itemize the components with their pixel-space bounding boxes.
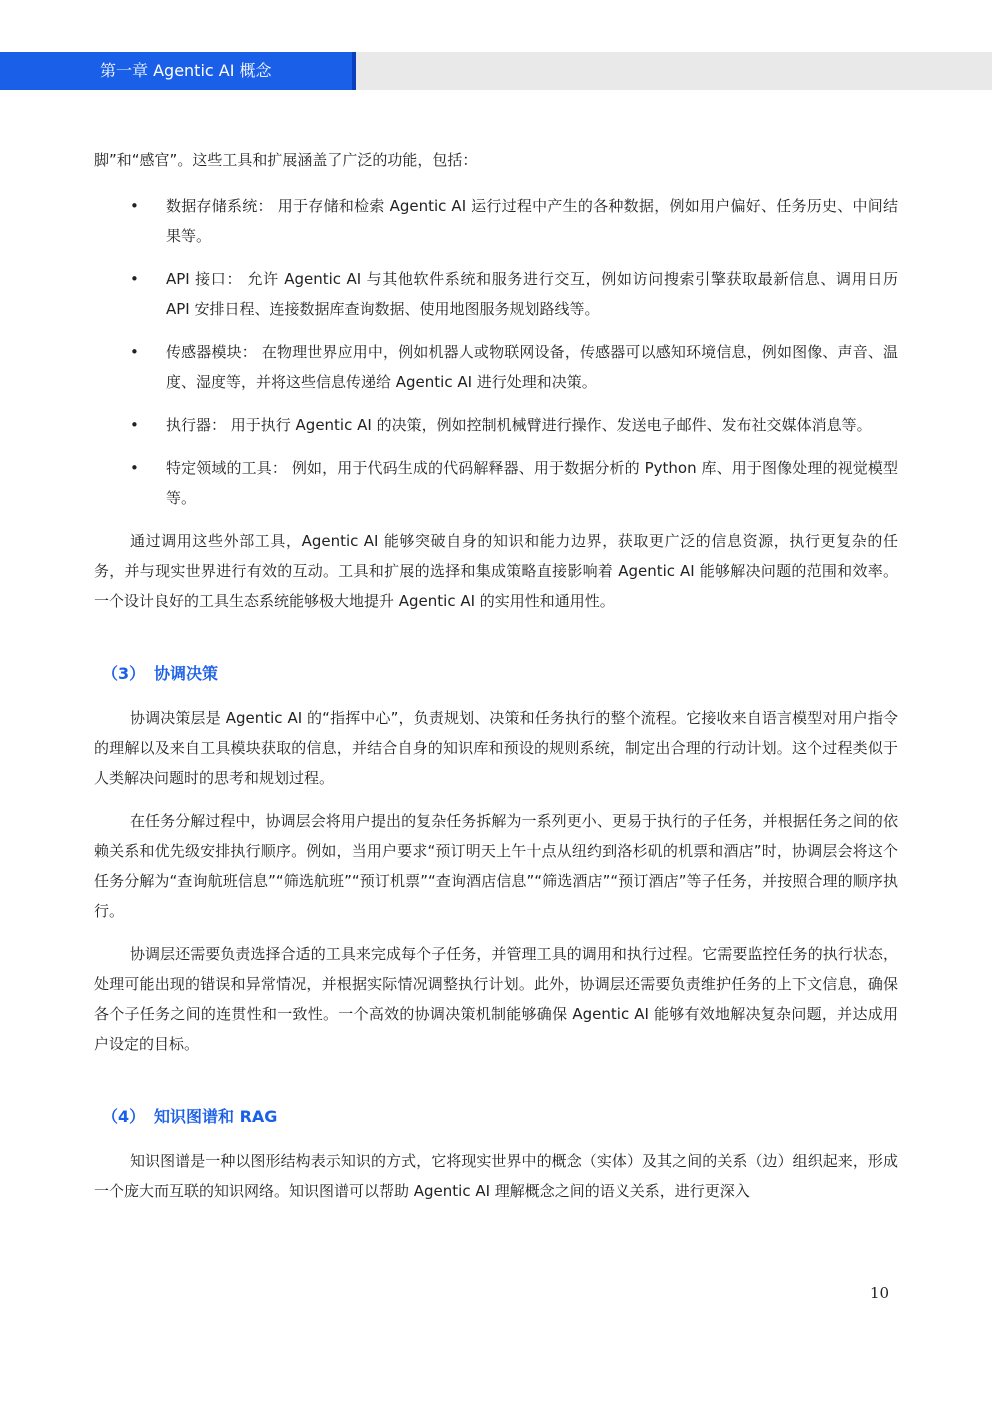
list-item — [94, 453, 898, 513]
bullet-icon: • — [130, 459, 139, 477]
page-header — [0, 52, 992, 90]
body-paragraph: 知识图谱是一种以图形结构表示知识的方式，它将现实世界中的概念（实体）及其之间的关系（边）组织起来，形成一个庞大而互联的知识网络。知识图谱可以帮助 Agentic AI 理解概念之间的语义关系，进行更深入 — [94, 1152, 898, 1200]
list-item-text: 执行器： 用于执行 Agentic AI 的决策，例如控制机械臂进行操作、发送电子邮件、发布社交媒体消息等。 — [166, 416, 872, 434]
chapter-title: 第一章 Agentic AI 概念 — [0, 52, 352, 90]
section-number: （3） — [102, 664, 146, 683]
list-item — [94, 264, 898, 324]
body-paragraph: 协调层还需要负责选择合适的工具来完成每个子任务，并管理工具的调用和执行过程。它需要监控任务的执行状态，处理可能出现的错误和异常情况，并根据实际情况调整执行计划。此外，协调层还需要负责维护任务的上下文信息，确保各个子任务之间的连贯性和一致性。一个高效的协调决策机制能够确保 Agentic AI 能够有效地解决复杂问题，并达成用户设定的目标。 — [94, 945, 898, 1053]
bullet-icon: • — [130, 343, 139, 361]
intro-paragraph: 脚”和“感官”。这些工具和扩展涵盖了广泛的功能，包括： — [94, 151, 478, 169]
list-item — [94, 191, 898, 251]
bullet-icon: • — [130, 416, 139, 434]
bullet-icon: • — [130, 270, 139, 288]
list-item — [94, 410, 898, 440]
page-number: 10 — [870, 1284, 890, 1302]
list-item-text: 数据存储系统： 用于存储和检索 Agentic AI 运行过程中产生的各种数据，例如用户偏好、任务历史、中间结果等。 — [166, 197, 898, 245]
page-body — [94, 145, 898, 1219]
list-item — [94, 337, 898, 397]
list-item-text: 传感器模块： 在物理世界应用中，例如机器人或物联网设备，传感器可以感知环境信息，例如图像、声音、温度、湿度等，并将这些信息传递给 Agentic AI 进行处理和决策。 — [166, 343, 898, 391]
section-heading-4 — [94, 1102, 898, 1132]
bullet-icon: • — [130, 197, 139, 215]
list-item-text: 特定领域的工具： 例如，用于代码生成的代码解释器、用于数据分析的 Python 库、用于图像处理的视觉模型等。 — [166, 459, 898, 507]
body-paragraph: 在任务分解过程中，协调层会将用户提出的复杂任务拆解为一系列更小、更易于执行的子任务，并根据任务之间的依赖关系和优先级安排执行顺序。例如，当用户要求“预订明天上午十点从纽约到洛杉矶的机票和酒店”时，协调层会将这个任务分解为“查询航班信息”“筛选航班”“预订机票”“查询酒店信息”“筛选酒店”“预订酒店”等子任务，并按照合理的顺序执行。 — [94, 812, 898, 920]
section-heading-3 — [94, 659, 898, 689]
body-paragraph: 协调决策层是 Agentic AI 的“指挥中心”，负责规划、决策和任务执行的整个流程。它接收来自语言模型对用户指令的理解以及来自工具模块获取的信息，并结合自身的知识库和预设的规则系统，制定出合理的行动计划。这个过程类似于人类解决问题时的思考和规划过程。 — [94, 709, 898, 787]
list-item-text: API 接口： 允许 Agentic AI 与其他软件系统和服务进行交互，例如访问搜索引擎获取最新信息、调用日历 API 安排日程、连接数据库查询数据、使用地图服务规划路线等。 — [166, 270, 898, 318]
section-number: （4） — [102, 1107, 146, 1126]
tools-summary-paragraph: 通过调用这些外部工具，Agentic AI 能够突破自身的知识和能力边界，获取更广泛的信息资源，执行更复杂的任务，并与现实世界进行有效的互动。工具和扩展的选择和集成策略直接影响着 Agentic AI 能够解决问题的范围和效率。一个设计良好的工具生态系统能够极大地提升 Agentic AI 的实用性和通用性。 — [94, 532, 898, 610]
section-title: 协调决策 — [154, 664, 219, 683]
section-title: 知识图谱和 RAG — [154, 1107, 278, 1126]
tools-list — [94, 191, 898, 513]
